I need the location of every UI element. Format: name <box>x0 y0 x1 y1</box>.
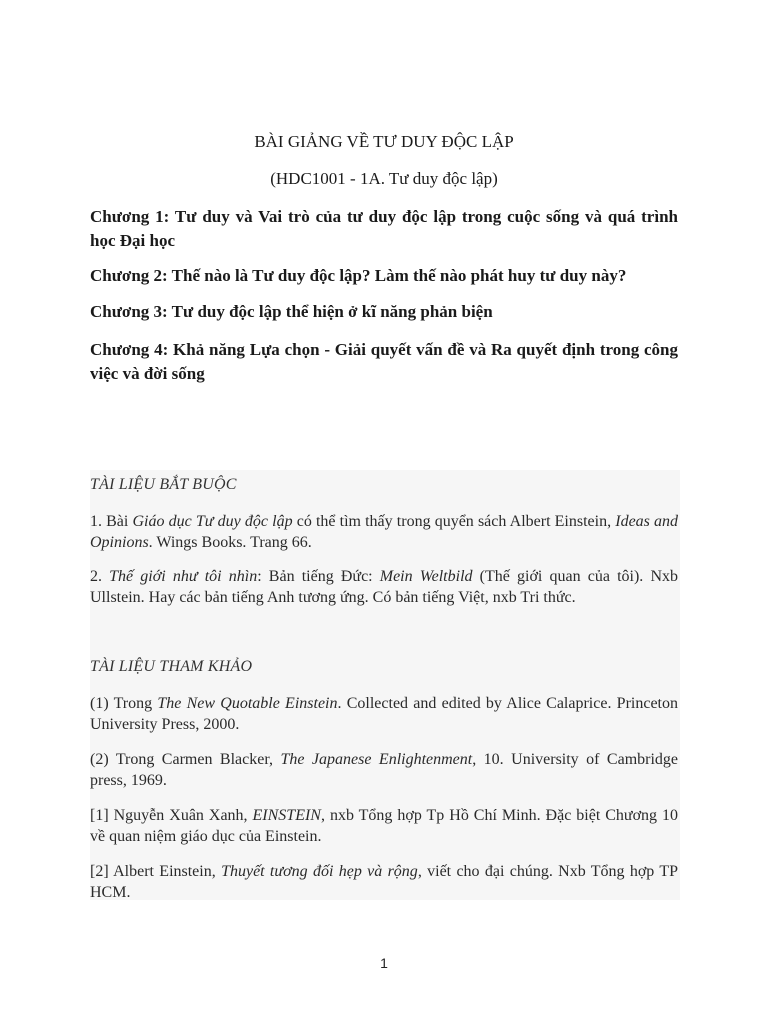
chapter-3: Chương 3: Tư duy độc lập thể hiện ở kĩ năng phản biện <box>90 302 493 321</box>
required-item-1 <box>90 511 678 553</box>
text: [1] Nguyễn Xuân Xanh, <box>90 807 253 824</box>
references-section <box>90 470 680 900</box>
chapter-2: Chương 2: Thế nào là Tư duy độc lập? Làm thế nào phát huy tư duy này? <box>90 266 627 285</box>
book-title: The Japanese Enlightenment <box>280 751 473 768</box>
text: (1) Trong <box>90 695 158 712</box>
page-number: 1 <box>380 955 388 971</box>
text: , 10. University of Cambridge press, 1969. <box>90 751 679 789</box>
book-title: Mein Weltbild <box>379 568 473 585</box>
book-title: EINSTEIN <box>252 807 321 824</box>
book-title: Giáo dục Tư duy độc lập <box>132 513 293 530</box>
reference-item-4 <box>90 861 678 903</box>
book-title: Thuyết tương đối hẹp và rộng <box>221 863 418 880</box>
book-title: Thế giới như tôi nhìn <box>109 568 258 585</box>
chapter-1: Chương 1: Tư duy và Vai trò của tư duy độc lập trong cuộc sống và quá trình học Đại học <box>90 207 678 250</box>
reference-item-2 <box>90 749 678 791</box>
text: [2] Albert Einstein, <box>90 863 222 880</box>
text: (Thế giới quan của tôi). Nxb Ullstein. Hay các bản tiếng Anh tương ứng. Có bản tiếng Việt, nxb Tri thức. <box>90 568 678 606</box>
required-heading: TÀI LIỆU BẮT BUỘC <box>90 476 237 493</box>
text: có thể tìm thấy trong quyển sách Albert Einstein, <box>292 513 616 530</box>
text: 2. <box>90 568 110 585</box>
book-title: Ideas and Opinions <box>90 513 679 551</box>
book-title: The New Quotable Einstein <box>157 695 338 712</box>
text: , nxb Tổng hợp Tp Hồ Chí Minh. Đặc biệt Chương 10 về quan niệm giáo dục của Einstein. <box>90 807 679 845</box>
document-subtitle: (HDC1001 - 1A. Tư duy độc lập) <box>270 169 498 188</box>
text: , viết cho đại chúng. Nxb Tổng hợp TP HCM. <box>90 863 679 901</box>
required-item-2 <box>90 566 678 608</box>
text: : Bản tiếng Đức: <box>257 568 380 585</box>
document-title: BÀI GIẢNG VỀ TƯ DUY ĐỘC LẬP <box>254 132 514 151</box>
reference-heading: TÀI LIỆU THAM KHẢO <box>90 658 253 675</box>
reference-item-1 <box>90 693 678 735</box>
text: . Wings Books. Trang 66. <box>148 534 312 551</box>
reference-item-3 <box>90 805 678 847</box>
text: 1. Bài <box>90 513 133 530</box>
chapter-4: Chương 4: Khả năng Lựa chọn - Giải quyết vấn đề và Ra quyết định trong công việc và đời sống <box>90 340 678 383</box>
text: (2) Trong Carmen Blacker, <box>90 751 281 768</box>
text: . Collected and edited by Alice Calaprice. Princeton University Press, 2000. <box>90 695 679 733</box>
